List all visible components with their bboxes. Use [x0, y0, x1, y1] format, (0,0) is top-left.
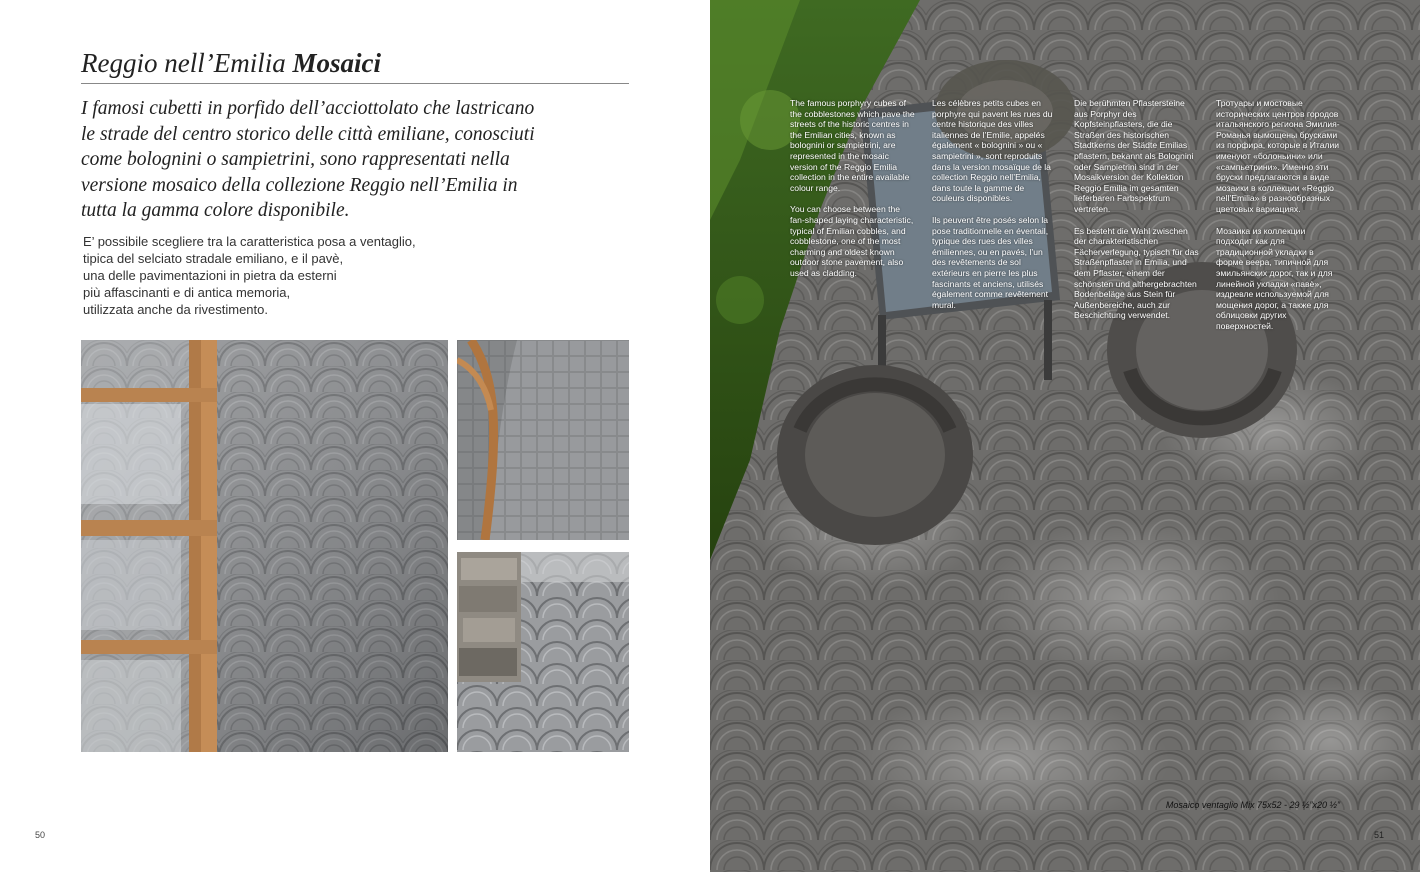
paragraph-ru-2: Мозаика из коллекции подходит как для традиционной укладки в форме веера, типичной для эмильянских дорог, так и для линейной укладки «павè», издревле используемой для мощения дорог, а также для облицовки других поверхностей. — [1216, 225, 1333, 331]
body-line: una delle pavimentazioni in pietra da esterni — [83, 268, 337, 283]
paragraph-fr-2: Ils peuvent être posés selon la pose traditionnelle en éventail, typique des rues des villes émiliennes, ou en pavés, l’un des revêtements de sol extérieurs en pierre les plus fascinants et anciens, utilisés également comme revêtement mural. — [932, 214, 1049, 310]
paragraph-en-2: You can choose between the fan-shaped laying characteristic, typical of Emilian cobbles, and cobblestone, one of the most charming and oldest known outdoor stone pavement, also used as cladding. — [790, 204, 914, 278]
right-page — [710, 0, 1420, 872]
page-number-left: 50 — [35, 830, 46, 840]
photo-pave-chair — [457, 340, 629, 540]
title-bold: Mosaici — [292, 48, 381, 78]
text-column-en — [790, 98, 915, 290]
paragraph-ru-1: Тротуары и мостовые исторических центров городов итальянского региона Эмилия-Романья вымощены брусками из порфира, которые в Италии именуют «болоньини» или «сампьетрини». Именно эти бруски предлагаются в виде мозаики в коллекции «Reggio nell’Emilia» в разнообразных цветовых вариациях. — [1216, 98, 1340, 214]
body-line: E’ possibile scegliere tra la caratteristica posa a ventaglio, — [83, 234, 416, 249]
paragraph-fr-1: Les célèbres petits cubes en porphyre qui pavent les rues du centre historique des villes italiennes de l’Emilie, appelés également « bolognini » ou « sampietrini », sont reproduits dans la version mosaïque de la collection Reggio nell’Emilia, dans toute la gamme de couleurs disponibles. — [932, 98, 1053, 204]
page-number-right: 51 — [1374, 830, 1385, 840]
body-text — [83, 233, 443, 318]
photo-fan-mosaic-main — [81, 340, 448, 752]
lead-paragraph: I famosi cubetti in porfido dell’acciottolato che lastricano le strade del centro storico delle città emiliane, conosciuti come bolognini o sampietrini, sono rappresentati nella versione mosaico della collezione Reggio nell’Emilia in tutta la gamma colore disponibile. — [81, 98, 535, 221]
body-line: tipica del selciato stradale emiliano, e il pavè, — [83, 251, 344, 266]
text-column-de — [1074, 98, 1199, 332]
title-light: Reggio nell’Emilia — [81, 48, 286, 78]
paragraph-en-1: The famous porphyry cubes of the cobblestones which pave the streets of the historic centres in the Emilian cities, known as bolognini or sampietrini, are represented in the mosaic version of the Reggio Emilia collection in the entire available colour range. — [790, 98, 915, 193]
photo-caption: Mosaico ventaglio Mix 75x52 - 29 ½”x20 ½” — [1165, 800, 1340, 810]
text-column-fr — [932, 98, 1057, 321]
paragraph-de-1: Die berühmten Pflastersteine aus Porphyr des Kopfsteinpflasters, die die Straßen des historischen Stadtkerns der Städte Emilias pflastern, bekannt als Bolognini oder Sampietrini sind in der Mosaikversion der Kollektion Reggio Emilia im gesamten lieferbaren Farbspektrum vertreten. — [1074, 98, 1194, 214]
body-line: più affascinanti e di antica memoria, — [83, 285, 291, 300]
page-title — [81, 48, 629, 84]
photo-fan-mosaic-wall — [457, 552, 629, 752]
paragraph-de-2: Es besteht die Wahl zwischen der charakteristischen Fächerverlegung, typisch für das Straßenpflaster in Emilia, und dem Pflaster, einem der schönsten und althergebrachten Bodenbeläge aus Stein für Außenbereiche, auch zur Beschichtung verwendet. — [1074, 225, 1199, 321]
text-column-ru — [1216, 98, 1341, 342]
body-line: utilizzata anche da rivestimento. — [83, 302, 268, 317]
